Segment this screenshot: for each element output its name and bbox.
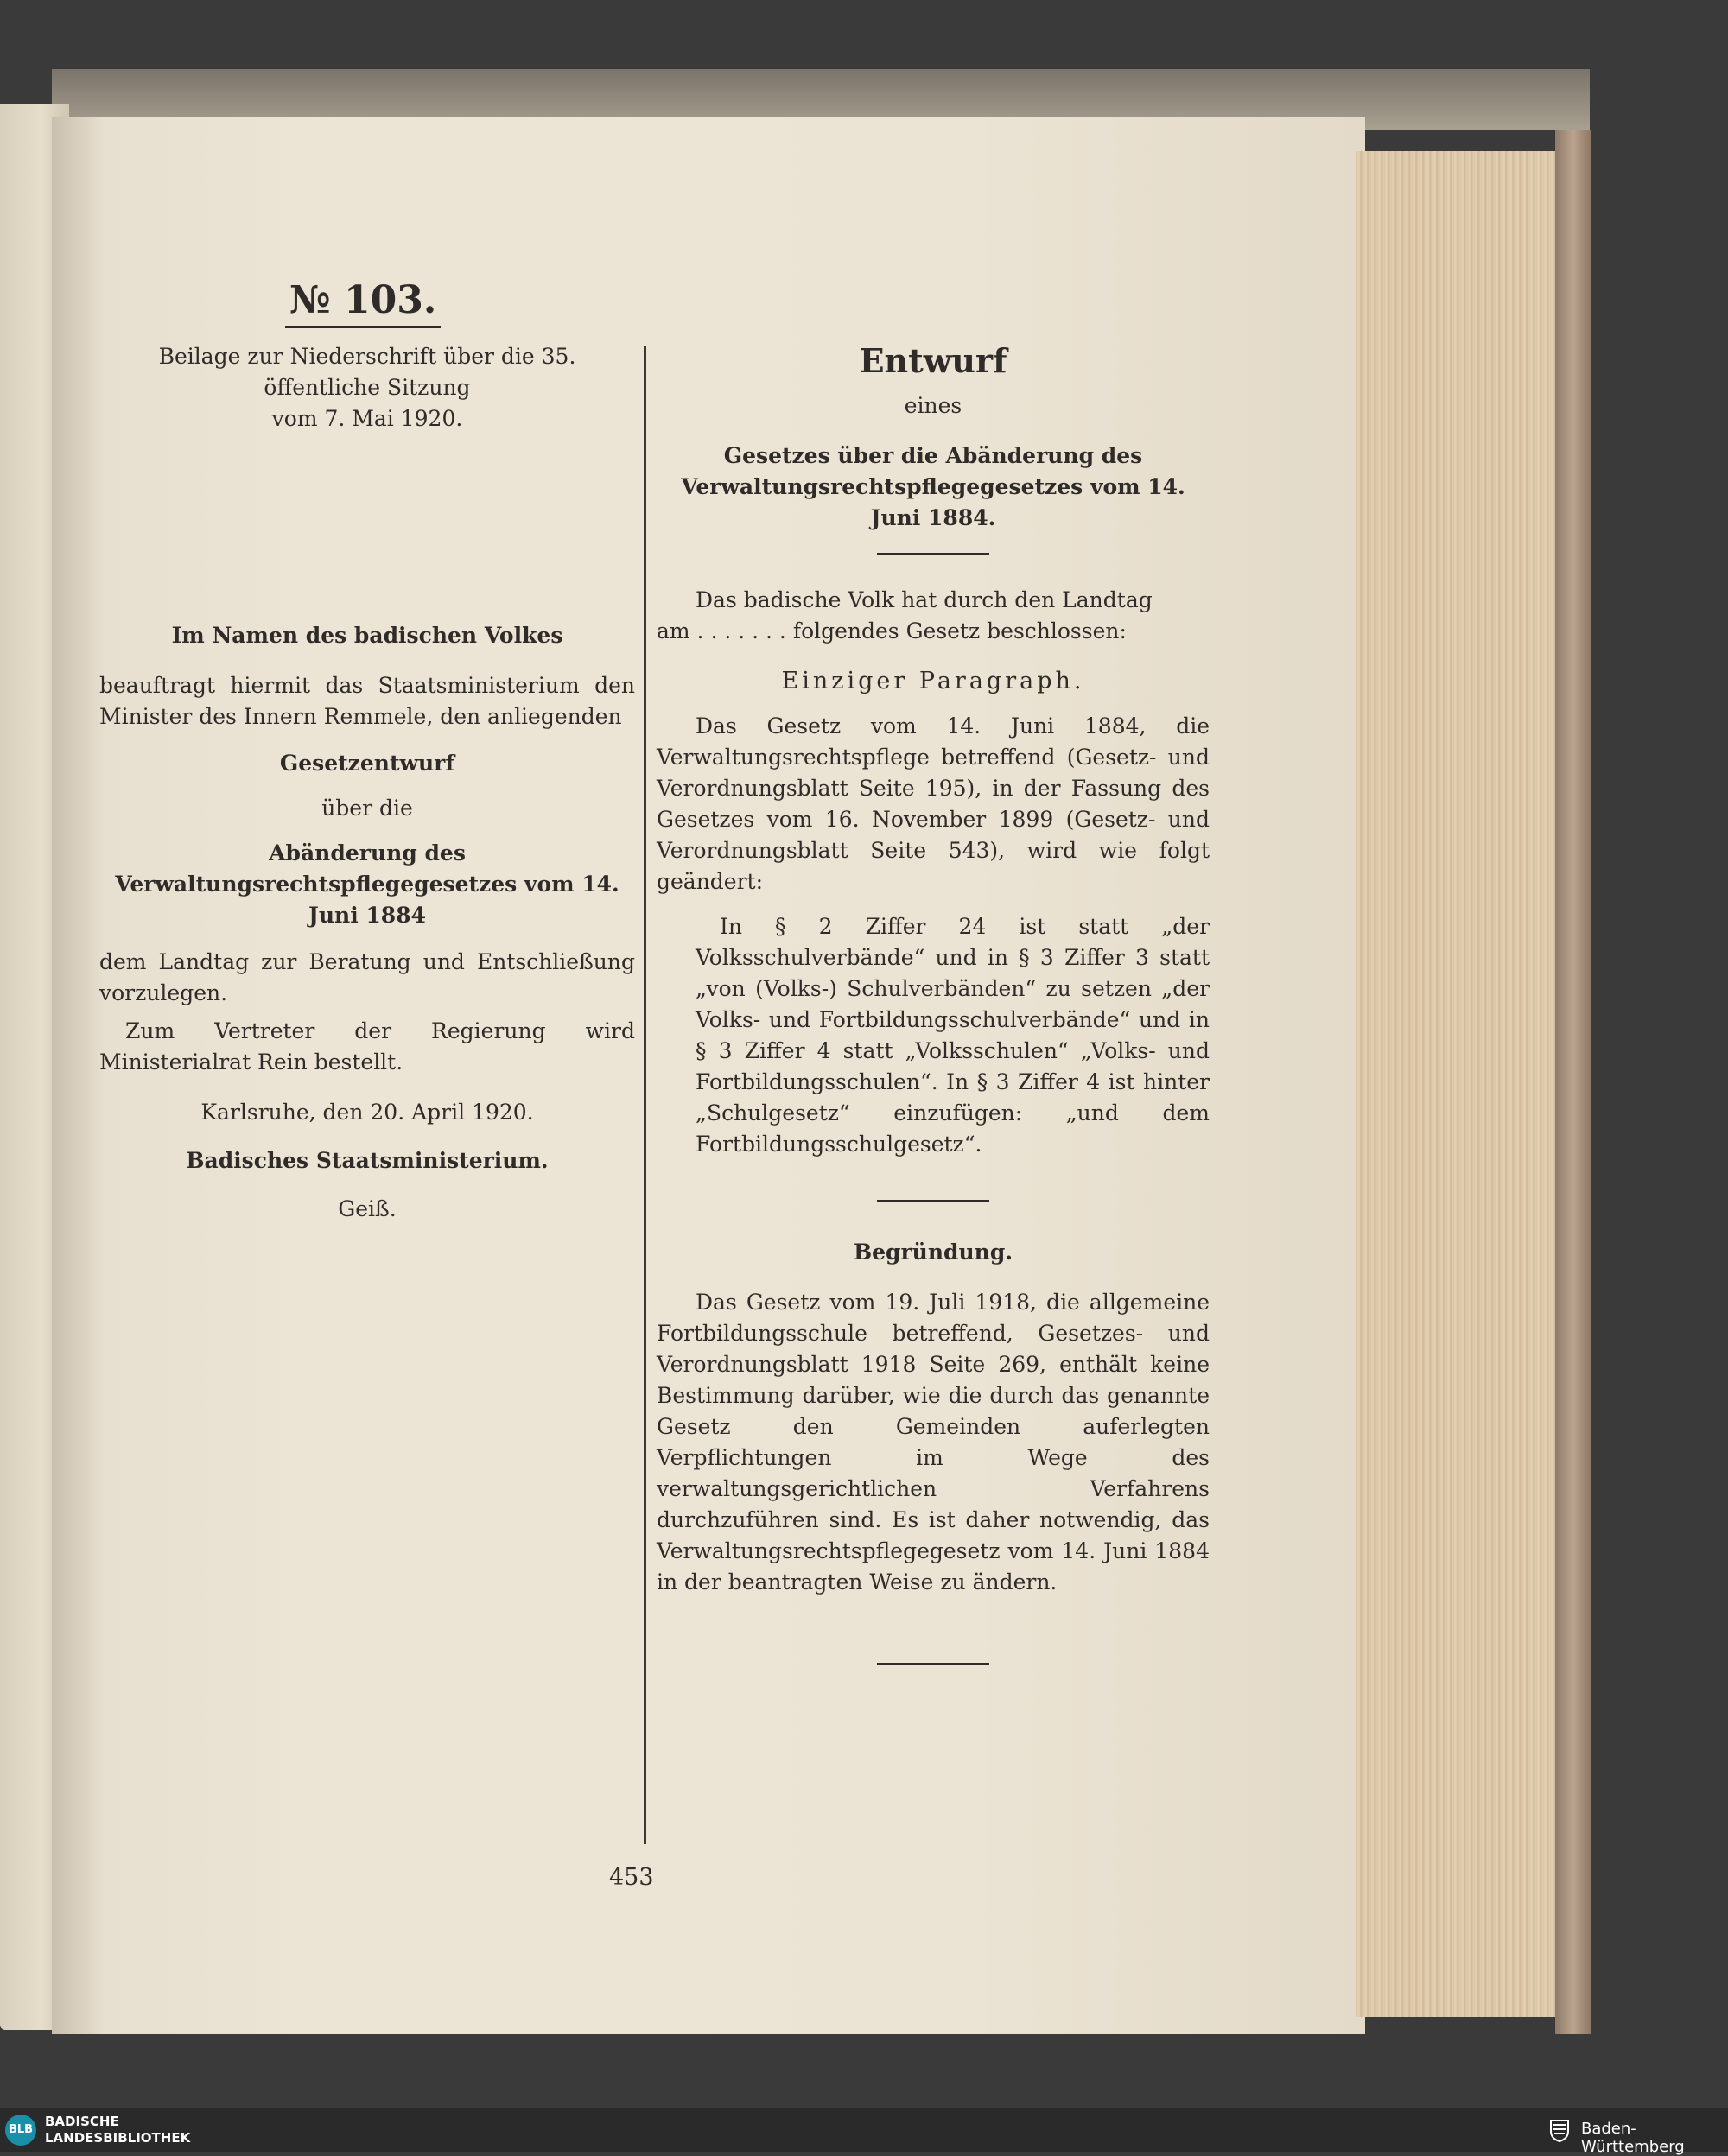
page-number: 453: [609, 1864, 654, 1891]
gesetzentwurf-label: Gesetzentwurf: [279, 751, 455, 776]
viewer-footer: [0, 2108, 1728, 2156]
place-date: Karlsruhe, den 20. April 1920.: [200, 1100, 534, 1125]
blb-name-line-2: LANDESBIBLIOTHEK: [45, 2130, 191, 2146]
law-title: Gesetzes über die Abänderung des Verwaltungsrechtspflegegesetzes vom 14. Juni 1884.: [681, 443, 1185, 530]
right-column: [657, 341, 1210, 1665]
rule-1: [877, 553, 989, 555]
rule-2: [877, 1200, 989, 1202]
column-divider: [644, 346, 646, 1844]
entwurf-title: Entwurf: [859, 341, 1007, 380]
begruendung-text: Das Gesetz vom 19. Juli 1918, die allgemeine Fortbildungsschule betreffend, Gesetzes- und Verordnungsblatt 1918 Seite 269, enthält keine Bestimmung darüber, wie die durch das genannte Gesetz den Gemeinden auferlegten Verpflichtungen im Wege des verwaltungsgerichtlichen Verfahrens durchzuführen sind. Es ist daher notwendig, das Verwaltungsrechtspflegegesetz vom 14. Juni 1884 in der beantragten Weise zu ändern.: [657, 1290, 1210, 1595]
bw-name[interactable]: Baden-Württemberg: [1581, 2120, 1685, 2156]
abaenderung-title: Abänderung des Verwaltungsrechtspflegegesetzes vom 14. Juni 1884: [115, 840, 619, 928]
document-number: № 103.: [285, 278, 441, 328]
left-column: [99, 281, 635, 1225]
eines-label: eines: [904, 393, 962, 418]
blb-name-line-1: BADISCHE: [45, 2114, 119, 2129]
subtitle-line-1: Beilage zur Niederschrift über die 35. öffentliche Sitzung: [158, 344, 576, 400]
blb-name[interactable]: [45, 2114, 190, 2146]
book-board-edge: [1555, 130, 1591, 2034]
blb-logo-icon[interactable]: BLB: [5, 2115, 36, 2146]
intro-line-2: am . . . . . . . folgendes Gesetz beschlossen:: [657, 618, 1127, 644]
coat-of-arms-icon: [1547, 2117, 1572, 2143]
subtitle-line-2: vom 7. Mai 1920.: [271, 406, 463, 431]
left-para-2: dem Landtag zur Beratung und Entschließung vorzulegen.: [99, 949, 635, 1005]
amendment-text: In § 2 Ziffer 24 ist statt „der Volksschulverbände“ und in § 3 Ziffer 3 statt „von (Volks-) Schulverbänden“ zu setzen „der Volks- und Fortbildungsschulverbände“ und in § 3 Ziffer 4 statt „Volksschulen“ „Volks- und Fortbildungsschulen“. In § 3 Ziffer 4 ist hinter „Schulgesetz“ einzufügen: „und dem Fortbildungsschulgesetz“.: [696, 914, 1210, 1157]
paragraph-text: Das Gesetz vom 14. Juni 1884, die Verwaltungsrechtspflege betreffend (Gesetz- und Verordnungsblatt Seite 195), in der Fassung des Gesetzes vom 16. November 1899 (Gesetz- und Verordnungsblatt Seite 543), wird wie folgt geändert:: [657, 713, 1210, 894]
begruendung-heading: Begründung.: [853, 1240, 1013, 1265]
left-para-3: Zum Vertreter der Regierung wird Ministerialrat Rein bestellt.: [99, 1018, 635, 1075]
left-heading: Im Namen des badischen Volkes: [171, 623, 563, 648]
paragraph-heading: Einziger Paragraph.: [781, 668, 1085, 694]
ministry-name: Badisches Staatsministerium.: [186, 1148, 549, 1173]
left-para-1: beauftragt hiermit das Staatsministerium den Minister des Innern Remmele, den anliegenden: [99, 673, 635, 729]
signature: Geiß.: [338, 1196, 397, 1221]
rule-3: [877, 1663, 989, 1665]
page-stack-edges: [1356, 151, 1564, 2017]
ueber-label: über die: [321, 796, 413, 821]
intro-line-1: Das badische Volk hat durch den Landtag: [696, 587, 1153, 612]
